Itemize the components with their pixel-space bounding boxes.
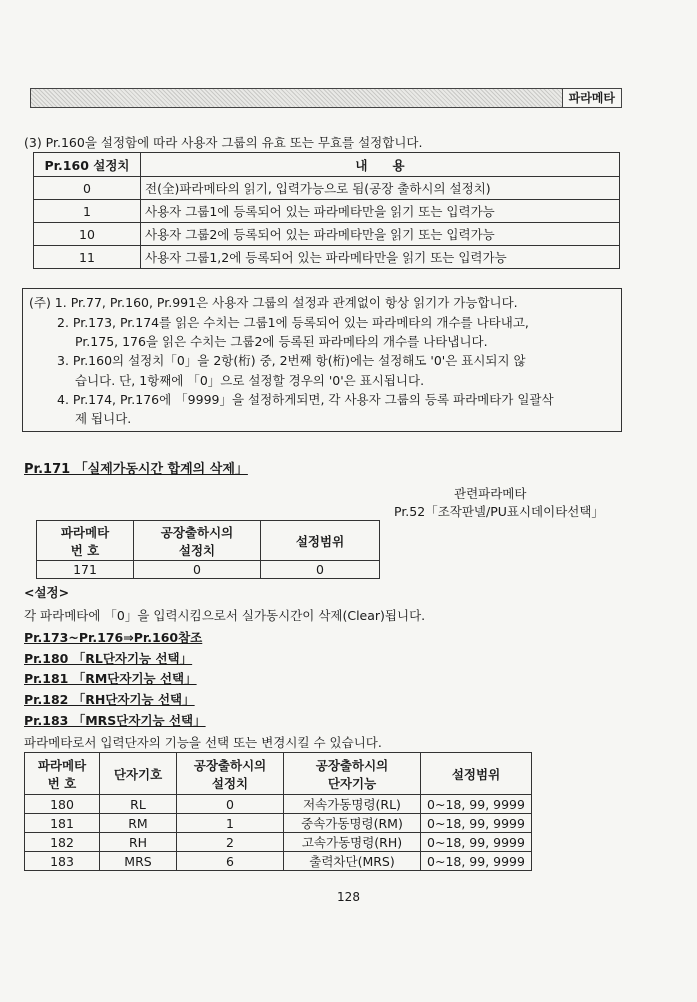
terminal-text: 파라메타로서 입력단자의 기능을 선택 또는 변경시킬 수 있습니다. xyxy=(24,735,382,750)
table-cell: 0 xyxy=(177,795,284,814)
table-cell: 0~18, 99, 9999 xyxy=(421,852,532,871)
terminal-header-factory: 공장출하시의 설정치 xyxy=(177,753,284,795)
table-cell: 10 xyxy=(34,223,141,246)
table-cell: RM xyxy=(100,814,177,833)
note-line: 2. Pr.173, Pr.174를 읽은 수치는 그룹1에 등록되어 있는 파라메타의 개수를 나타내고, xyxy=(57,315,529,330)
terminal-table xyxy=(24,752,532,871)
table-cell: 0 xyxy=(261,561,380,579)
header-tag: 파라메타 xyxy=(562,88,622,108)
ref-pr182: Pr.182 「RH단자기능 선택」 xyxy=(24,692,195,707)
related-label: 관련파라메타 xyxy=(454,486,527,501)
table-cell: 출력차단(MRS) xyxy=(284,852,421,871)
pr171-title: Pr.171 「실제가동시간 합계의 삭제」 xyxy=(24,462,248,477)
table-cell: 사용자 그룹2에 등록되어 있는 파라메타만을 읽기 또는 입력가능 xyxy=(141,223,620,246)
note-line: (주) 1. Pr.77, Pr.160, Pr.991은 사용자 그룹의 설정과 관계없이 항상 읽기가 가능합니다. xyxy=(29,295,518,310)
terminal-header-range: 설정범위 xyxy=(421,753,532,795)
table-cell: 1 xyxy=(177,814,284,833)
table-cell: 중속가동명령(RM) xyxy=(284,814,421,833)
note-line: 제 됩니다. xyxy=(75,411,132,426)
table-cell: 182 xyxy=(25,833,100,852)
pr171-header-factory: 공장출하시의 설정치 xyxy=(134,521,261,561)
table-cell: 전(全)파라메타의 읽기, 입력가능으로 됨(공장 출하시의 설정치) xyxy=(141,177,620,200)
note-line: 3. Pr.160의 설정치「0」을 2항(桁) 중, 2번째 항(桁)에는 설정해도 '0'은 표시되지 않 xyxy=(57,353,526,368)
pr171-header-param: 파라메타 번 호 xyxy=(37,521,134,561)
table-cell: 저속가동명령(RL) xyxy=(284,795,421,814)
table-cell: 171 xyxy=(37,561,134,579)
ref-pr181: Pr.181 「RM단자기능 선택」 xyxy=(24,671,197,686)
table-cell: 1 xyxy=(34,200,141,223)
terminal-header-param: 파라메타 번 호 xyxy=(25,753,100,795)
table-cell: 181 xyxy=(25,814,100,833)
note-line: 4. Pr.174, Pr.176에 「9999」을 설정하게되면, 각 사용자 그룹의 등록 파라메타가 일괄삭 xyxy=(57,392,554,407)
ref-pr173-176: Pr.173~Pr.176⇒Pr.160참조 xyxy=(24,630,203,645)
pr160-header-content: 내 용 xyxy=(141,153,620,177)
ref-pr183: Pr.183 「MRS단자기능 선택」 xyxy=(24,713,206,728)
table-cell: 180 xyxy=(25,795,100,814)
table-cell: 사용자 그룹1에 등록되어 있는 파라메타만을 읽기 또는 입력가능 xyxy=(141,200,620,223)
table-cell: 0~18, 99, 9999 xyxy=(421,814,532,833)
setting-heading: <설정> xyxy=(24,585,70,600)
table-cell: 사용자 그룹1,2에 등록되어 있는 파라메타만을 읽기 또는 입력가능 xyxy=(141,246,620,269)
related-item: Pr.52「조작판넬/PU표시데이타선택」 xyxy=(394,504,604,519)
page-number: 128 xyxy=(337,890,360,904)
setting-text: 각 파라메타에 「0」을 입력시킴으로서 실가동시간이 삭제(Clear)됩니다. xyxy=(24,608,426,623)
header-bar xyxy=(30,88,622,108)
table-cell: 2 xyxy=(177,833,284,852)
pr160-table xyxy=(33,152,620,269)
table-cell: 0~18, 99, 9999 xyxy=(421,795,532,814)
table-cell: 11 xyxy=(34,246,141,269)
table-cell: 183 xyxy=(25,852,100,871)
table-cell: MRS xyxy=(100,852,177,871)
pr171-table xyxy=(36,520,380,579)
table-cell: RH xyxy=(100,833,177,852)
note-line: 습니다. 단, 1항째에 「0」으로 설정할 경우의 '0'은 표시됩니다. xyxy=(75,373,425,388)
notes-box xyxy=(22,288,622,432)
intro-text: (3) Pr.160을 설정함에 따라 사용자 그룹의 유효 또는 무효를 설정합니다. xyxy=(24,135,423,150)
pr160-header-setting: Pr.160 설정치 xyxy=(34,153,141,177)
pr171-header-range: 설정범위 xyxy=(261,521,380,561)
terminal-header-function: 공장출하시의 단자기능 xyxy=(284,753,421,795)
ref-pr180: Pr.180 「RL단자기능 선택」 xyxy=(24,651,193,666)
terminal-header-symbol: 단자기호 xyxy=(100,753,177,795)
table-cell: RL xyxy=(100,795,177,814)
table-cell: 0~18, 99, 9999 xyxy=(421,833,532,852)
table-cell: 고속가동명령(RH) xyxy=(284,833,421,852)
table-cell: 0 xyxy=(34,177,141,200)
table-cell: 6 xyxy=(177,852,284,871)
table-cell: 0 xyxy=(134,561,261,579)
note-line: Pr.175, 176을 읽은 수치는 그룹2에 등록된 파라메타의 개수를 나타냅니다. xyxy=(75,334,488,349)
